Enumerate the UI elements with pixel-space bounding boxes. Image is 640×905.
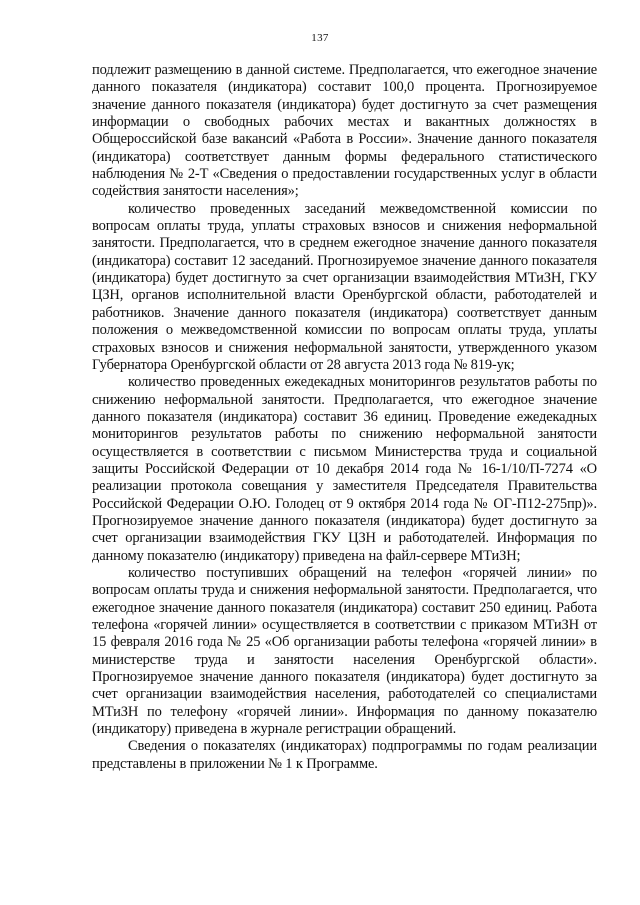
paragraph-monitorings: количество проведенных ежедекадных мониторингов результатов работы по снижению неформальной занятости. Предполагается, что ежегодное значение данного показателя (индикатора) составит 36 единиц. Проведение ежедекадных мониторингов результатов работы по снижению неформальной занятости осуществляется в соответствии с письмом Министерства труда и социальной защиты Российской Федерации от 10 декабря 2014 года № 16-1/10/П-7274 «О реализации протокола совещания у заместителя Председателя Правительства Российской Федерации О.Ю. Голодец от 9 октября 2014 года № ОГ-П12-275пр)». Прогнозируемое значение данного показателя (индикатора) будет достигнуто за счет организации взаимодействия ГКУ ЦЗН и работодателей. Информация по данному показателю (индикатору) приведена на файл-сервере МТиЗН; [92,374,597,564]
document-body [92,62,597,773]
paragraph-summary: Сведения о показателях (индикаторах) подпрограммы по годам реализации представлены в приложении № 1 к Программе. [92,738,597,772]
paragraph-hotline: количество поступивших обращений на телефон «горячей линии» по вопросам оплаты труда и снижения неформальной занятости. Предполагается, что ежегодное значение данного показателя (индикатора) составит 250 единиц. Работа телефона «горячей линии» осуществляется в соответствии с приказом МТиЗН от 15 февраля 2016 года № 25 «Об организации работы телефона «горячей линии» в министерстве труда и занятости населения Оренбургской области». Прогнозируемое значение данного показателя (индикатора) будет достигнуто за счет организации взаимодействия населения, работодателей со специалистами МТиЗН по телефону «горячей линии». Информация по данному показателю (индикатору) приведена в журнале регистрации обращений. [92,564,597,738]
paragraph-commission-meetings: количество проведенных заседаний межведомственной комиссии по вопросам оплаты труда, уплаты страховых взносов и снижения неформальной занятости. Предполагается, что в среднем ежегодное значение данного показателя (индикатора) составит 12 заседаний. Прогнозируемое значение данного показателя (индикатора) будет достигнуто за счет организации взаимодействия МТиЗН, ГКУ ЦЗН, органов исполнительной власти Оренбургской области, работодателей и работников. Значение данного показателя (индикатора) соответствует данным положения о межведомственной комиссии по вопросам оплаты труда, уплаты страховых взносов и снижения неформальной занятости, утвержденного указом Губернатора Оренбургской области от 28 августа 2013 года № 819-ук; [92,200,597,373]
page-number: 137 [311,32,329,44]
paragraph-continuation: подлежит размещению в данной системе. Предполагается, что ежегодное значение данного показателя (индикатора) составит 100,0 процента. Прогнозируемое значение данного показателя (индикатора) будет достигнуто за счет размещения информации о свободных рабочих местах и вакантных должностях в Общероссийской базе вакансий «Работа в России». Значение данного показателя (индикатора) соответствует данным формы федерального статистического наблюдения № 2-Т «Сведения о предоставлении государственных услуг в области содействия занятости населения»; [92,62,597,200]
